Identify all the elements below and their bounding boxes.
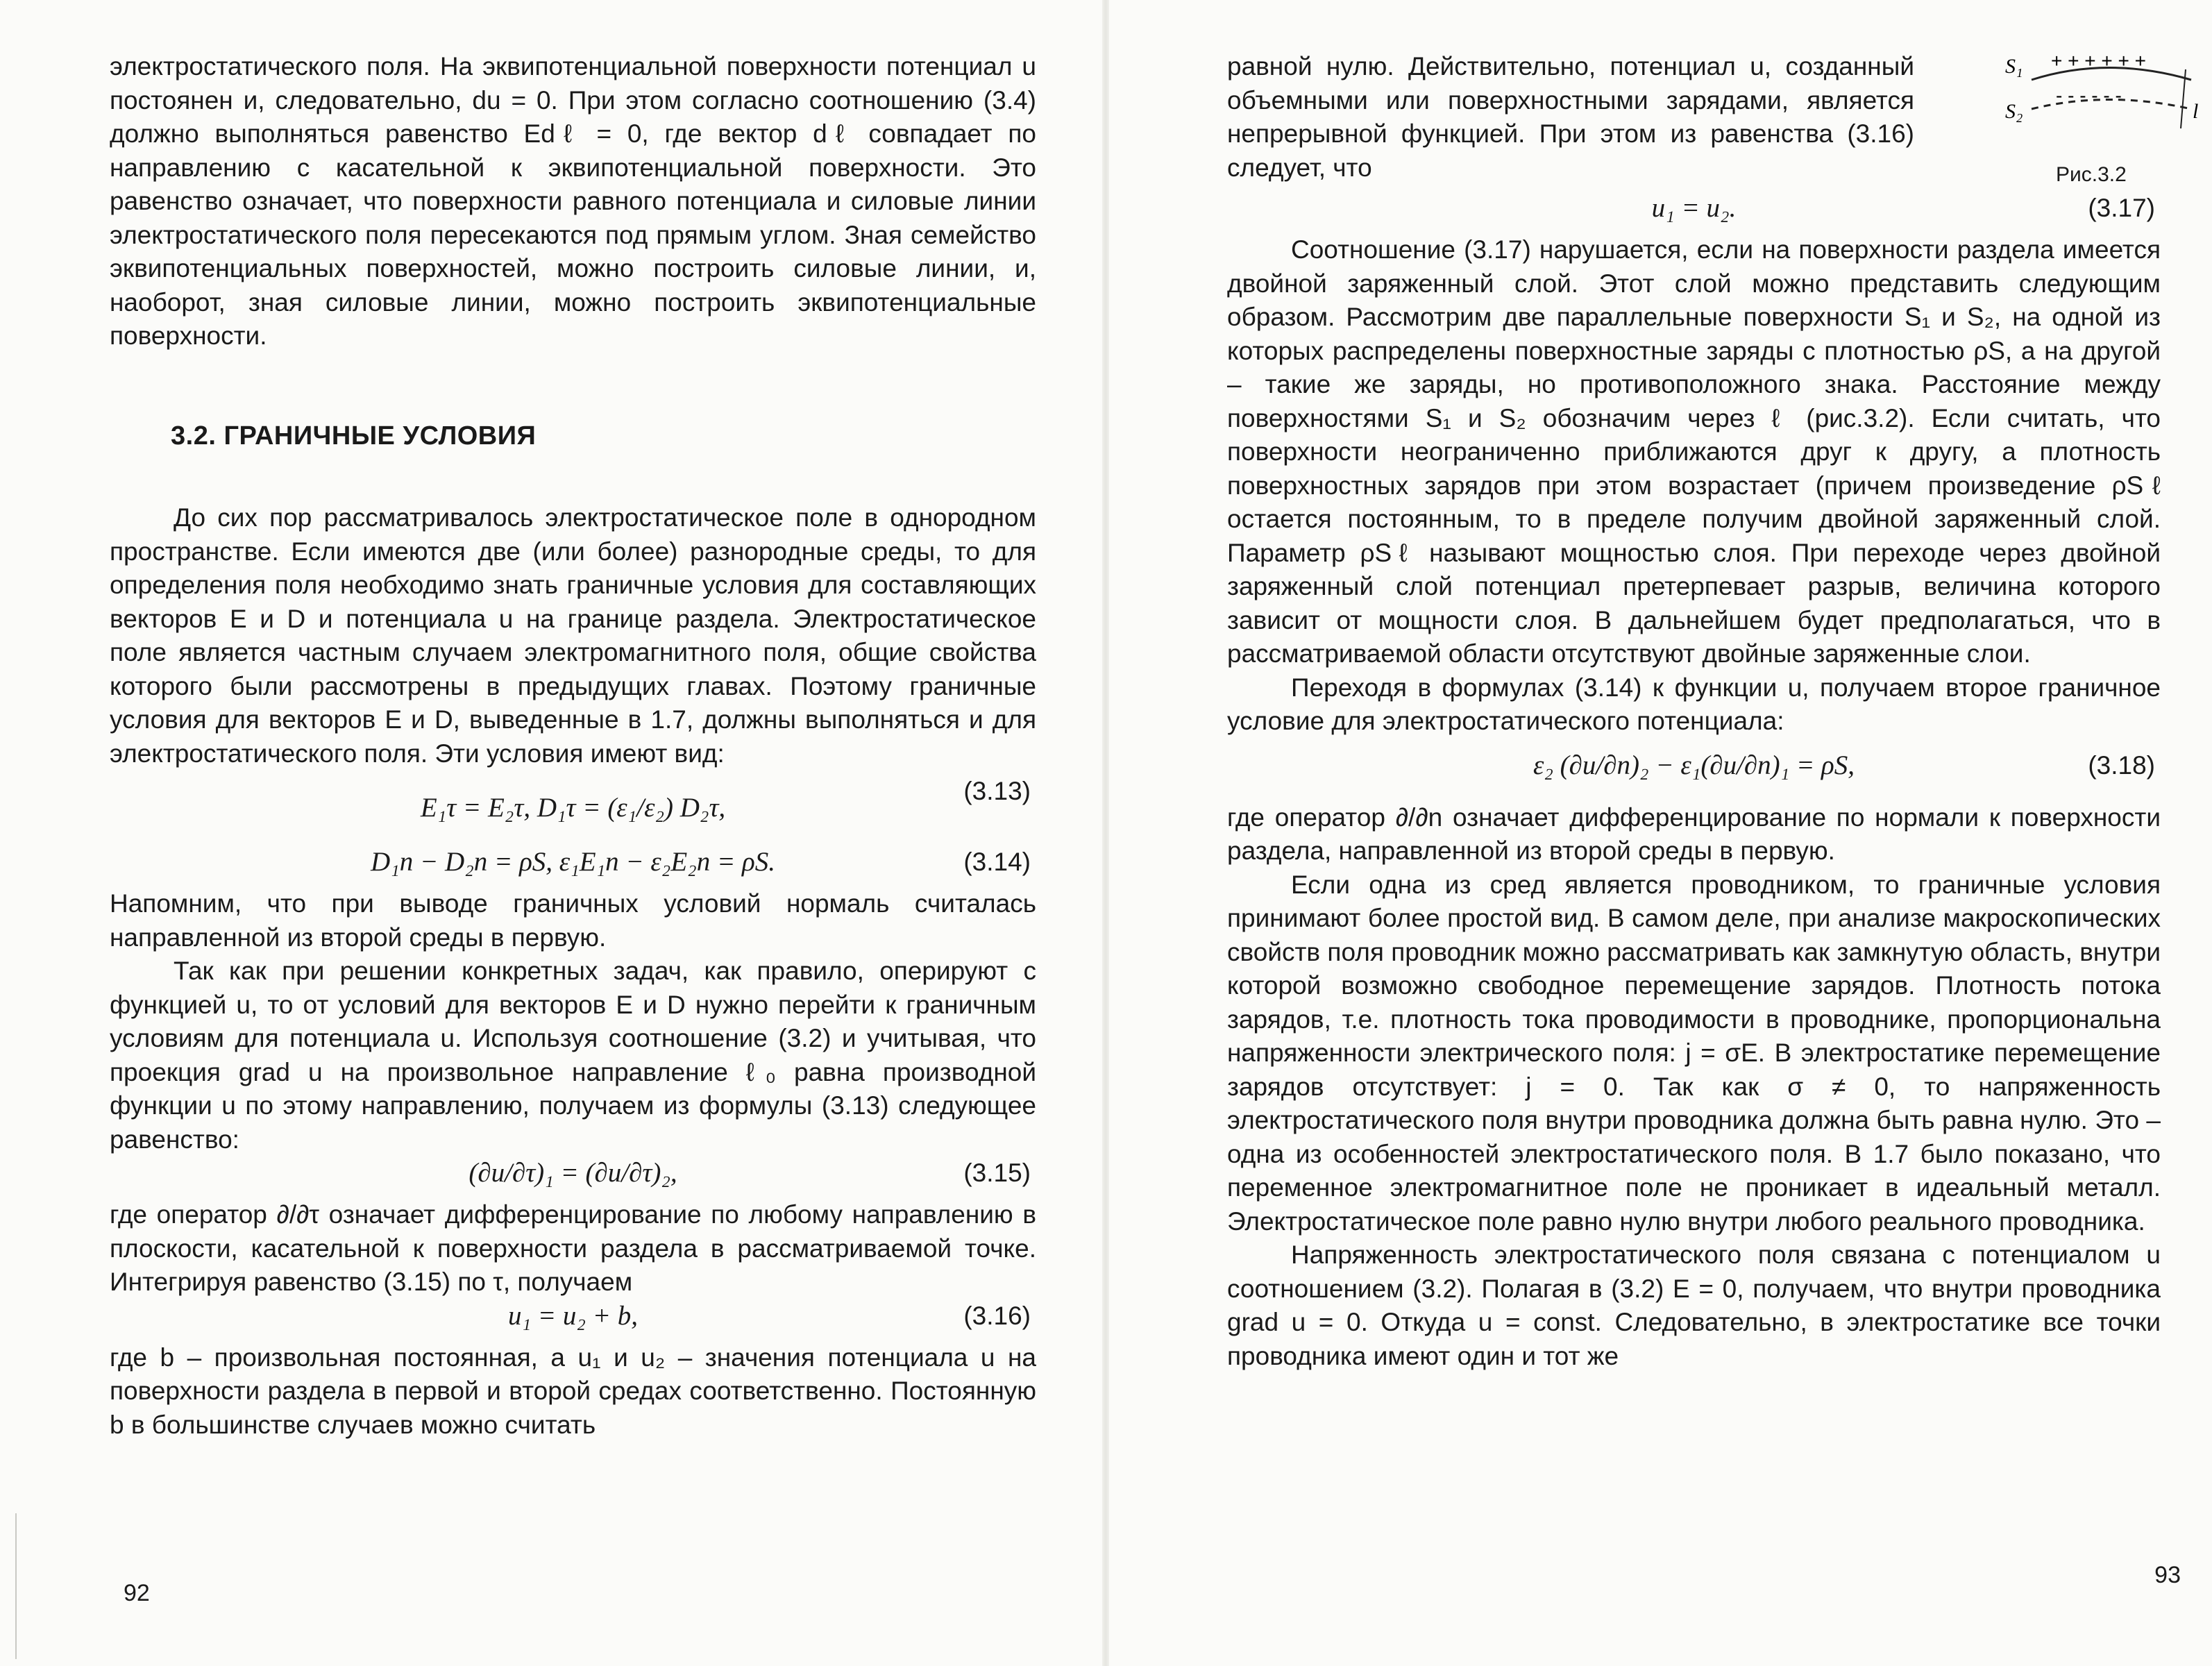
paragraph-top: равной нулю. Действительно, потенциал u, созданный объемными или поверхностными зарядами, является непрерывной функцией. При этом из равенства (3.16) следует, что <box>1227 52 1914 182</box>
section-heading: 3.2. ГРАНИЧНЫЕ УСЛОВИЯ <box>171 421 537 451</box>
right-text-column <box>1227 50 2161 1373</box>
equation-body: D₁n − D₂n = ρS, ε₁E₁n − ε₂E₂n = ρS. <box>370 847 776 877</box>
paragraph: Соотношение (3.17) нарушается, если на поверхности раздела имеется двойной заряженный слой. Этот слой можно представить следующим образом. Рассмотрим две параллельные поверхности S₁ и S₂, на одной из которых распределены поверхностные заряды с плотностью ρS, а на другой – такие же заряды, но противоположного знака. Расстояние между поверхностями S₁ и S₂ обозначим через ℓ (рис.3.2). Если считать, что поверхности неограниченно приближаются друг к другу, а плотность поверхностных зарядов при этом возрастает (причем произведение ρSℓ остается постоянным, то в пределе получим двойной заряженный слой. Параметр ρSℓ называют мощностью слоя. При переходе через двойной заряженный слой потенциал претерпевает разрыв, величина которого зависит от мощности слоя. В дальнейшем будет предполагаться, что в рассматриваемой области отсутствуют двойные заряженные слои. <box>1227 235 2161 668</box>
minus-charges: - - - - - - <box>2056 85 2122 106</box>
page-number: 93 <box>2154 1562 2181 1588</box>
equation-number: (3.17) <box>2088 194 2155 222</box>
equation-number: (3.16) <box>963 1301 1031 1330</box>
paragraph: где оператор ∂/∂τ означает дифференцирование по любому направлению в плоскости, касательной к поверхности раздела в рассматриваемой точке. Интегрируя равенство (3.15) по τ, получаем <box>110 1200 1036 1296</box>
plus-charges: + + + + + + <box>2051 52 2147 71</box>
page-number: 92 <box>124 1580 150 1606</box>
paragraph: Напряженность электростатического поля связана с потенциалом u соотношением (3.2). Полагая в (3.2) E = 0, получаем, что внутри проводника grad u = 0. Откуда u = const. Следовательно, в электростатике все точки проводника имеют один и тот же <box>1227 1240 2161 1370</box>
paragraph: Так как при решении конкретных задач, как правило, оперируют с функцией u, то от условий для векторов E и D нужно перейти к граничным условиям для потенциала u. Используя соотношение (3.2) и учитывая, что проекция grad u на произвольное направление ℓ₀ равна производной функции u по этому направлению, получаем из формулы (3.13) следующее равенство: <box>110 957 1036 1154</box>
equation-3-16 <box>110 1299 1036 1341</box>
equation-3-14 <box>110 845 1036 887</box>
paragraph: Переходя в формулах (3.14) к функции u, получаем второе граничное условие для электростатического потенциала: <box>1227 673 2161 735</box>
equation-body: E₁τ = E₂τ, D₁τ = (ε₁/ε₂) D₂τ, <box>420 793 726 823</box>
paragraph: Если одна из сред является проводником, то граничные условия принимают более простой вид. В самом деле, при анализе макроскопических свойств поля проводник можно рассматривать как замкнутую область, внутри которой возможно свободное перемещение зарядов. Плотность потока зарядов, т.е. плотность тока проводимости в проводнике, пропорциональна напряженности электрического поля: j = σE. В электростатике перемещение зарядов отсутствует: j = 0. Так как σ ≠ 0, то напряженность электростатического поля внутри проводника должна быть равна нулю. Это – одна из особенностей электростатического поля. В 1.7 было показано, что переменное электромагнитное поле не проникает в идеальный металл. Электростатическое поле равно нулю внутри любого реального проводника. <box>1227 870 2161 1236</box>
label-s2: S₂ <box>2005 100 2023 123</box>
scan-edge-mark <box>15 1513 17 1659</box>
paragraph-intro: электростатического поля. На эквипотенциальной поверхности потенциал u постоянен и, следовательно, du = 0. При этом согласно соотношению (3.4) должно выполняться равенство Edℓ = 0, где вектор dℓ совпадает по направлению с касательной к эквипотенциальной поверхности. Это равенство означает, что поверхности равного потенциала и силовые линии электростатического поля пересекаются под прямым углом. Зная семейство эквипотенциальных поверхностей, можно построить силовые линии, и, наоборот, зная силовые линии, можно построить эквипотенциальные поверхности. <box>110 52 1036 350</box>
equation-body: ε₂ (∂u/∂n)₂ − ε₁(∂u/∂n)₁ = ρS, <box>1533 750 1855 780</box>
equation-number: (3.14) <box>963 848 1031 876</box>
paragraph: где b – произвольная постоянная, а u₁ и u₂ – значения потенциала u на поверхности раздела в первой и второй средах соответственно. Постоянную b в большинстве случаев можно считать <box>110 1343 1036 1439</box>
label-l: l <box>2193 100 2199 123</box>
figure-caption: Рис.3.2 <box>2056 163 2127 186</box>
paragraph: Напомним, что при выводе граничных условий нормаль считалась направленной из второй среды в первую. <box>110 889 1036 952</box>
equation-number: (3.13) <box>963 777 1031 805</box>
paragraph: где оператор ∂/∂n означает дифференцирование по нормали к поверхности раздела, направленной из второй среды в первую. <box>1227 802 2161 865</box>
equation-3-13 <box>110 771 1036 845</box>
equation-3-18 <box>1227 749 2161 791</box>
equation-3-17 <box>1227 192 2161 233</box>
equation-number: (3.18) <box>2088 750 2155 780</box>
left-text-column <box>110 50 1036 1442</box>
right-page <box>1106 0 2212 1666</box>
equation-body: u₁ = u₂ + b, <box>507 1300 638 1331</box>
equation-body: (∂u/∂τ)₁ = (∂u/∂τ)₂, <box>468 1158 677 1188</box>
paragraph: До сих пор рассматривалось электростатическое поле в однородном пространстве. Если имеются две (или более) разнородные среды, то для определения поля необходимо знать граничные условия для составляющих векторов E и D и потенциала u на границе раздела. Электростатическое поле является частным случаем электромагнитного поля, общие свойства которого были рассмотрены в предыдущих главах. Поэтому граничные условия для векторов E и D, выведенные в 1.7, должны выполняться и для электростатического поля. Эти условия имеют вид: <box>110 503 1036 768</box>
equation-number: (3.15) <box>963 1159 1031 1187</box>
equation-body: u₁ = u₂. <box>1651 193 1737 223</box>
label-s1: S₁ <box>2005 55 2023 78</box>
equation-3-15 <box>110 1156 1036 1198</box>
